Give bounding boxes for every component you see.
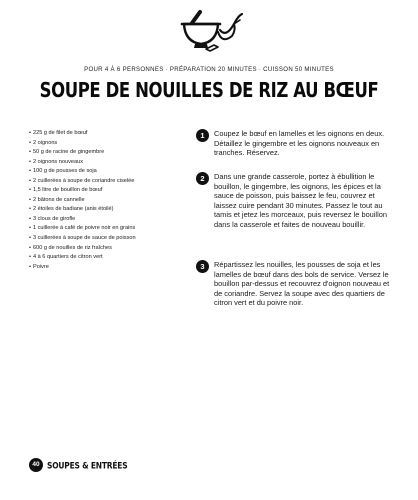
page-footer	[29, 458, 127, 472]
ingredient-item: • 2 oignons nouveaux	[29, 158, 189, 168]
ingredient-item: • 4 à 6 quartiers de citron vert	[29, 253, 189, 263]
step-text: Dans une grande casserole, portez à ébullition le bouillon, le gingembre, les oignons, les épices et la sauce de poisson, puis baissez le feu, couvrez et laissez cuire pendant 30 minutes. Passez le tout au tamis et jetez les morceaux, puis reversez le bouillon dans la casserole et faites de nouveau bouillir.	[214, 172, 387, 229]
step-text: Répartissez les nouilles, les pousses de soja et les lamelles de bœuf dans des bols de service. Versez le bouillon par-dessus et recouvrez d'oignon nouveau et de coriandre. Servez la soupe avec des quartiers de citron vert et du poivre noir.	[214, 260, 390, 307]
ingredient-item: • 50 g de racine de gingembre	[29, 148, 189, 158]
step-number-badge: 3	[196, 260, 209, 273]
ingredient-item: • 225 g de filet de bœuf	[29, 129, 189, 139]
step-number-badge: 1	[196, 129, 209, 142]
section-title: SOUPES & ENTRÉES	[47, 459, 128, 471]
recipe-title: SOUPE DE NOUILLES DE RIZ AU BŒUF	[39, 78, 379, 102]
ingredient-item: • 3 clous de girofle	[29, 215, 189, 225]
step-number-badge: 2	[196, 172, 209, 185]
ingredient-item: • 1,5 litre de bouillon de bœuf	[29, 186, 189, 196]
ingredient-item: • 1 cuillerée à café de poivre noir en grains	[29, 224, 189, 234]
ingredient-item: • 100 g de pousses de soja	[29, 167, 189, 177]
ingredient-item: • 600 g de nouilles de riz fraîches	[29, 244, 189, 254]
ingredient-item: • 2 oignons	[29, 139, 189, 149]
ingredient-list	[29, 129, 189, 272]
ingredient-item: • Poivre	[29, 263, 189, 273]
mortar-and-pestle-with-chili-icon	[174, 8, 246, 54]
page-number: 40	[29, 458, 43, 472]
ingredient-item: • 3 cuillerées à soupe de sauce de poisson	[29, 234, 189, 244]
ingredient-item: • 2 étoiles de badiane (anis étoilé)	[29, 205, 189, 215]
ingredient-item: • 2 cuillerées à soupe de coriandre ciselée	[29, 177, 189, 187]
recipe-meta: POUR 4 À 6 PERSONNES · PRÉPARATION 20 MINUTES · CUISSON 50 MINUTES	[84, 66, 334, 73]
step-text: Coupez le bœuf en lamelles et les oignons en deux. Détaillez le gingembre et les oignons nouveaux en tranches. Réservez.	[214, 129, 385, 157]
ingredient-item: • 2 bâtons de cannelle	[29, 196, 189, 206]
